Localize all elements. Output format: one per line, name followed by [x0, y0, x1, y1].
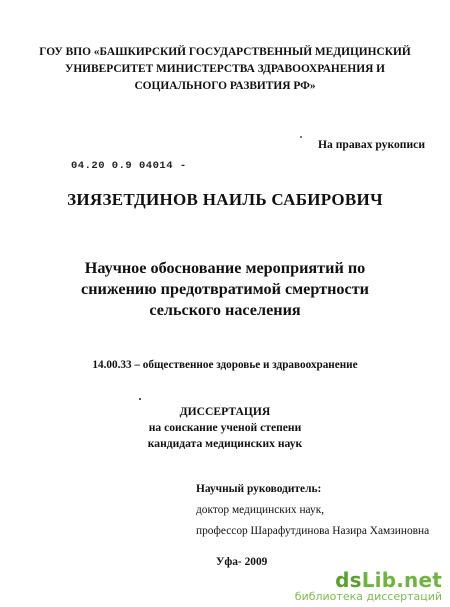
dslib-logo-prefix: ds: [335, 568, 362, 592]
institution-line-3: СОЦИАЛЬНОГО РАЗВИТИЯ РФ»: [134, 80, 316, 92]
city-year: Уфа- 2009: [216, 556, 268, 568]
institution-line-2: УНИВЕРСИТЕТ МИНИСТЕРСТВА ЗДРАВООХРАНЕНИЯ И: [64, 63, 386, 75]
scan-speck: [139, 398, 141, 400]
dslib-logo-rest: Lib.net: [361, 568, 442, 592]
supervisor-name: профессор Шарафутдинова Назира Хамзиновна: [196, 525, 430, 537]
title-line-1: Научное обоснование мероприятий по: [84, 259, 366, 277]
title-line-3: сельского населения: [149, 301, 301, 319]
supervisor-degree: доктор медицинских наук,: [196, 504, 325, 516]
dissertation-title: [0, 258, 450, 321]
specialty-code: 14.00.33 – общественное здоровье и здравоохранение: [92, 359, 358, 371]
dissertation-heading: ДИССЕРТАЦИЯ: [179, 405, 271, 418]
dissertation-line-2: кандидата медицинских наук: [147, 437, 303, 450]
supervisor-label: Научный руководитель:: [196, 483, 322, 495]
title-line-2: снижению предотвратимой смертности: [81, 280, 369, 298]
institution-header: [0, 44, 450, 95]
dslib-subtitle: библиотека диссертаций: [294, 590, 442, 603]
stamp-number: 04.20 0.9 04014 -: [71, 160, 187, 172]
author-name: ЗИЯЗЕТДИНОВ НАИЛЬ САБИРОВИЧ: [67, 190, 383, 209]
dslib-logo: [295, 570, 442, 590]
scan-speck: [300, 136, 302, 138]
dissertation-line-1: на соискание ученой степени: [148, 421, 302, 434]
rights-note: На правах рукописи: [318, 138, 425, 151]
dslib-watermark: [295, 570, 442, 603]
institution-line-1: ГОУ ВПО «БАШКИРСКИЙ ГОСУДАРСТВЕННЫЙ МЕДИЦИНСКИЙ: [39, 46, 411, 58]
dissertation-block: [0, 404, 450, 452]
